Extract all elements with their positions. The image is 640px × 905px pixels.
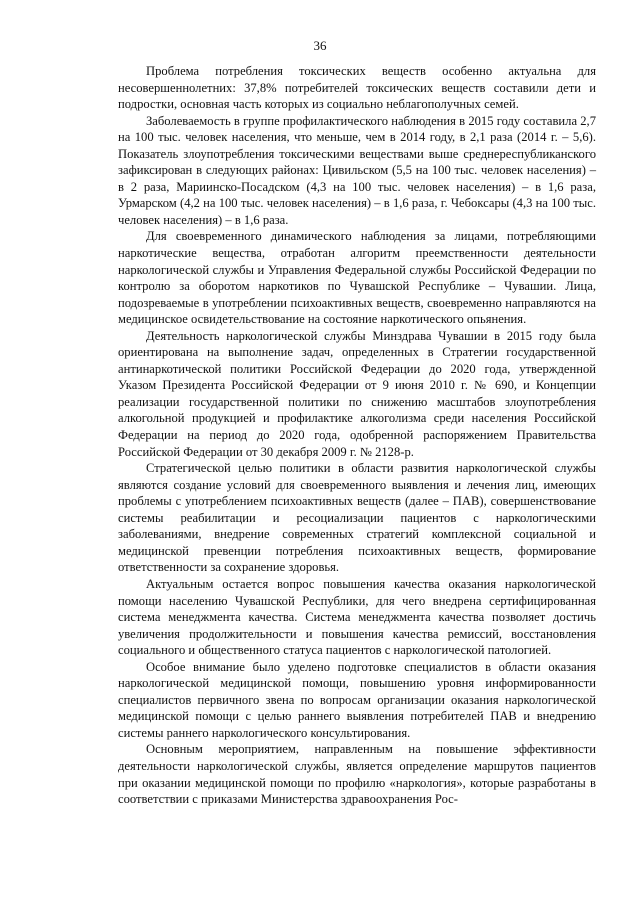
paragraph-patient-routing: Основным мероприятием, направленным на повышение эффективности деятельности наркологической службы, является определение маршрутов пациентов при оказании медицинской помощи по профилю «наркология», которые разработаны в соответствии с приказами Министерства здравоохранения Рос- [118,742,596,807]
paragraph-strategic-goal: Стратегической целью политики в области развития наркологической службы являются создание условий для своевременного выявления и лечения лиц, имеющих проблемы с употреблением психоактивных веществ (далее – ПАВ), совершенствование системы реабилитации и ресоциализации пациентов с наркологическими заболеваниями, внедрение современных стратегий комплексной социальной и медицинской превенции потребления психоактивных веществ, формирование ответственности за сохранение здоровья. [118,461,596,575]
paragraph-dynamic-observation: Для своевременного динамического наблюдения за лицами, потребляющими наркотические вещества, отработан алгоритм преемственности деятельности наркологической службы и Управления Федеральной службы Российской Федерации по контролю за оборотом наркотиков по Чувашской Республике – Чувашии. Лица, подозреваемые в употреблении психоактивных веществ, своевременно направляются на медицинское освидетельствование на состояние наркотического опьянения. [118,229,596,327]
body-text [118,63,596,808]
paragraph-service-activity-2015: Деятельность наркологической службы Минздрава Чувашии в 2015 году была ориентирована на выполнение задач, определенных в Стратегии государственной антинаркотической политики Российской Федерации до 2020 года, утвержденной Указом Президента Российской Федерации от 9 июня 2010 г. № 690, и Концепции реализации государственной политики по снижению масштабов злоупотребления алкогольной продукцией и профилактике алкоголизма среди населения Российской Федерации на период до 2020 года, одобренной распоряжением Правительства Российской Федерации от 30 декабря 2009 г. № 2128-р. [118,328,596,459]
page-number: 36 [313,38,327,53]
paragraph-quality-management: Актуальным остается вопрос повышения качества оказания наркологической помощи населению Чувашской Республики, для чего внедрена сертифицированная система менеджмента качества. Система менеджмента качества позволяет достичь увеличения продолжительности и повышения качества ремиссий, восстановления социального и общественного статуса пациентов с наркологической патологией. [118,576,596,658]
paragraph-toxic-substances-minors: Проблема потребления токсических веществ особенно актуальна для несовершеннолетних: 37,8% потребителей токсических веществ составили дети и подростки, основная часть которых из социально неблагополучных семей. [118,64,596,112]
paragraph-specialist-training: Особое внимание было уделено подготовке специалистов в области оказания наркологической медицинской помощи, повышению уровня информированности специалистов первичного звена по вопросам организации оказания наркологической медицинской помощи с целью раннего выявления потребителей ПАВ и внедрению системы раннего наркологического консультирования. [118,659,596,740]
paragraph-morbidity-2015: Заболеваемость в группе профилактического наблюдения в 2015 году составила 2,7 на 100 тыс. человек населения, что меньше, чем в 2014 году, в 2,1 раза (2014 г. – 5,6). Показатель злоупотребления токсическими веществами выше среднереспубликанского зафиксирован в следующих районах: Цивильском (5,5 на 100 тыс. человек населения) – в 2 раза, Мариинско-Посадском (4,3 на 100 тыс. человек населения) – в 1,6 раза, Урмарском (4,2 на 100 тыс. человек населения) – в 1,6 раза, г. Чебоксары (4,3 на 100 тыс. человек населения) – в 1,6 раза. [118,113,596,227]
